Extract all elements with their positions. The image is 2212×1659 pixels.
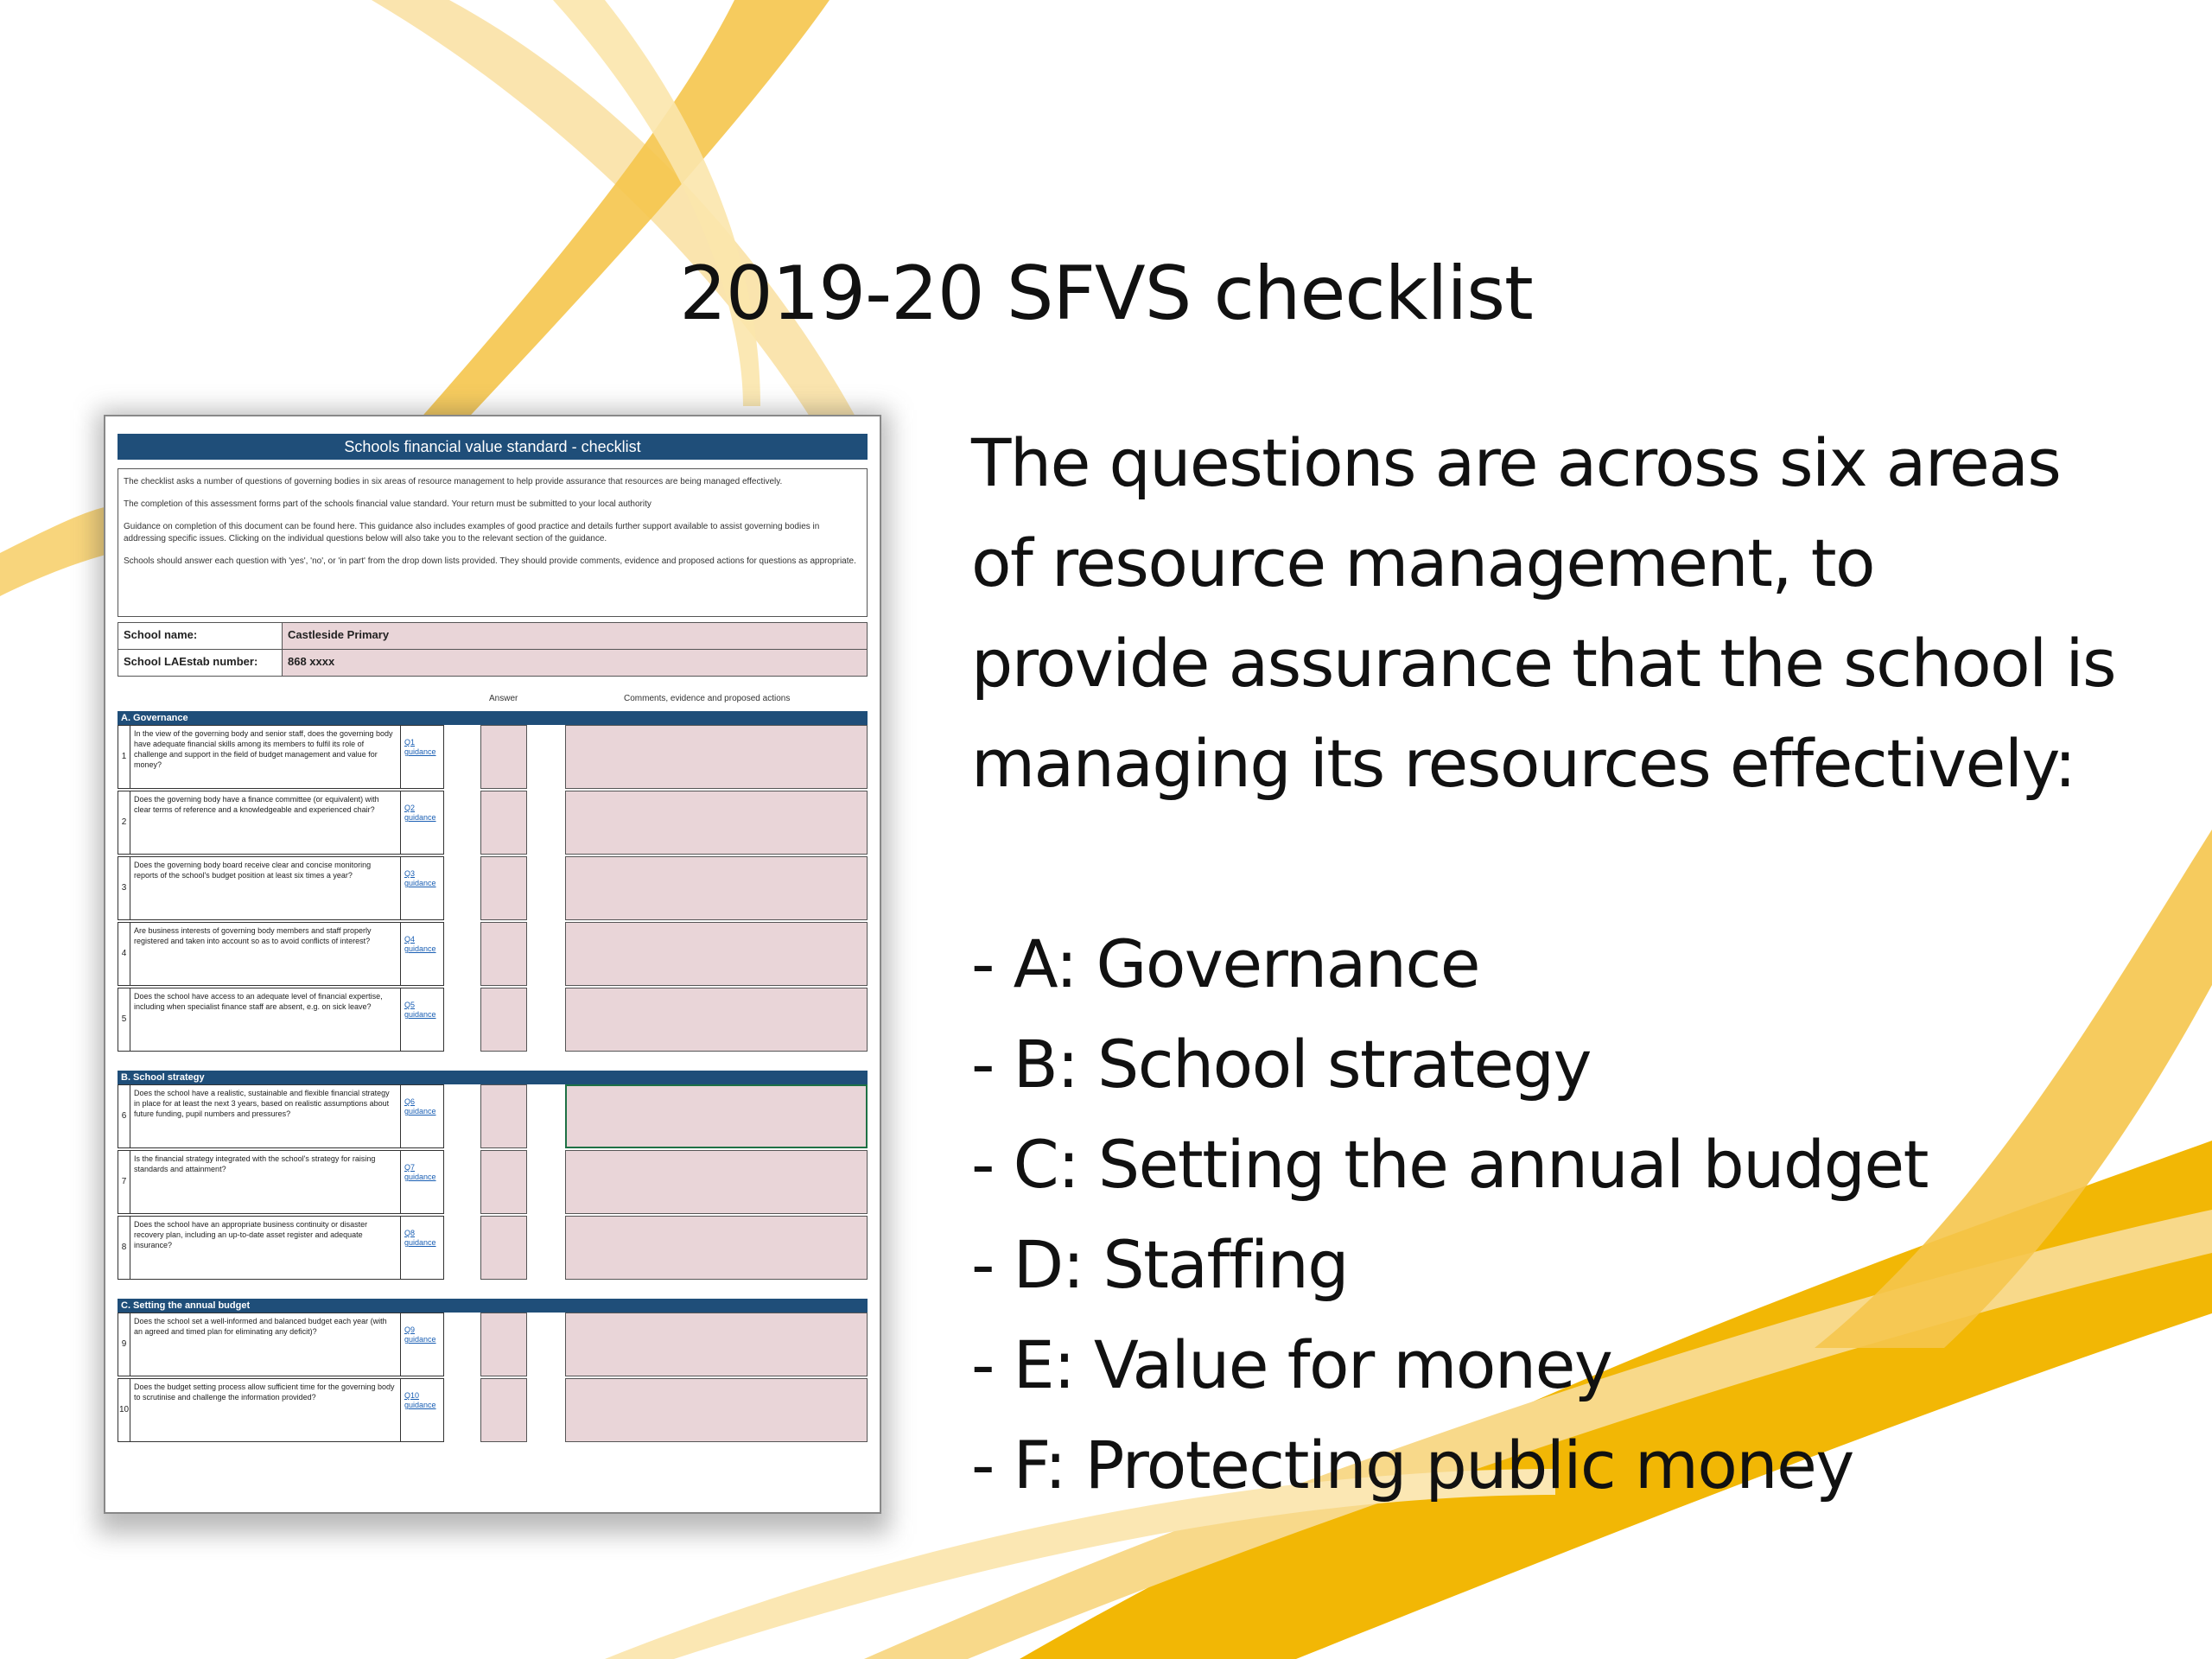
answer-dropdown[interactable] [480,1378,527,1442]
intro-line: of resource management, to [971,524,1875,601]
answer-dropdown[interactable] [480,1216,527,1280]
section-header: C. Setting the annual budget [118,1299,868,1313]
question-row [118,856,868,922]
intro-paragraph: Schools should answer each question with 'yes', 'no', or 'in part' from the drop down lists provided. They should provide comments, evidence and proposed actions for questions as appropriate. [124,556,856,566]
comments-field[interactable] [565,725,868,789]
comments-field[interactable] [565,791,868,855]
area-item-governance: - A: Governance [971,925,1479,1002]
question-row [118,1084,868,1150]
question-number: 2 [118,791,130,854]
question-cell [118,1084,444,1148]
checklist-sections [118,711,868,1444]
comments-field[interactable] [565,1084,868,1148]
guidance-link[interactable]: Q4 guidance [400,923,445,985]
checklist-sheet [118,434,868,1444]
answer-dropdown[interactable] [480,1084,527,1148]
question-row [118,1378,868,1444]
question-number: 9 [118,1313,130,1376]
area-item-school-strategy: - B: School strategy [971,1026,1591,1103]
school-laestab-field[interactable]: 868 xxxx [283,650,867,676]
guidance-link[interactable]: Q3 guidance [400,857,445,919]
question-row [118,1313,868,1378]
answer-dropdown[interactable] [480,1313,527,1376]
answer-dropdown[interactable] [480,725,527,789]
question-text: Does the school set a well-informed and balanced budget each year (with an agreed and timed plan for eliminating any deficit)? [134,1317,387,1336]
question-row [118,1150,868,1216]
guidance-link[interactable]: Q2 guidance [400,791,445,854]
comments-field[interactable] [565,1313,868,1376]
question-cell [118,791,444,855]
guidance-link[interactable]: Q1 guidance [400,726,445,788]
comments-field[interactable] [565,1378,868,1442]
intro-line: managing its resources effectively: [971,725,2075,802]
question-cell [118,922,444,986]
checklist-screenshot [104,415,881,1514]
question-text: In the view of the governing body and senior staff, does the governing body have adequate financial skills among its members to fulfil its role of challenge and support in the field of budget management and value for money? [134,729,393,769]
answer-dropdown[interactable] [480,856,527,920]
guidance-link[interactable]: Q8 guidance [400,1217,445,1279]
question-row [118,725,868,791]
question-row [118,922,868,988]
school-laestab-label: School LAEstab number: [118,650,283,676]
intro-paragraph: The completion of this assessment forms part of the schools financial value standard. Your return must be submitted to your local authority [124,499,652,509]
question-text: Does the school have a realistic, sustainable and flexible financial strategy in place for at least the next 3 years, based on realistic assumptions about future funding, pupil numbers and pressures? [134,1089,390,1118]
section-header: B. School strategy [118,1071,868,1084]
answer-dropdown[interactable] [480,988,527,1052]
question-number: 7 [118,1151,130,1213]
question-text: Does the budget setting process allow sufficient time for the governing body to scrutinise and challenge the information provided? [134,1382,395,1402]
question-row [118,1216,868,1281]
question-text: Does the school have an appropriate business continuity or disaster recovery plan, including an up-to-date asset register and adequate insurance? [134,1220,368,1249]
question-cell [118,988,444,1052]
question-cell [118,725,444,789]
guidance-link[interactable]: Q5 guidance [400,988,445,1051]
school-laestab-row [118,650,868,677]
area-item-value-for-money: - E: Value for money [971,1326,1612,1403]
question-number: 4 [118,923,130,985]
slide-title: 2019-20 SFVS checklist [679,251,1533,337]
question-cell [118,1216,444,1280]
section-header: A. Governance [118,711,868,725]
intro-line: The questions are across six areas [971,424,2061,501]
question-number: 3 [118,857,130,919]
ribbon-left [0,505,112,596]
school-name-label: School name: [118,623,283,649]
question-number: 5 [118,988,130,1051]
question-number: 8 [118,1217,130,1279]
area-item-annual-budget: - C: Setting the annual budget [971,1126,1928,1203]
question-number: 6 [118,1085,130,1147]
answer-dropdown[interactable] [480,922,527,986]
comments-field[interactable] [565,988,868,1052]
question-number: 1 [118,726,130,788]
guidance-link[interactable]: Q10 guidance [400,1379,445,1441]
column-headers [118,687,868,709]
answer-column-header: Answer [489,694,518,703]
question-row [118,988,868,1053]
comments-field[interactable] [565,1216,868,1280]
question-cell [118,1378,444,1442]
slide-body [971,413,2198,1516]
area-item-public-money: - F: Protecting public money [971,1427,1853,1503]
question-text: Does the governing body board receive clear and concise monitoring reports of the school's budget position at least six times a year? [134,861,372,880]
intro-line: provide assurance that the school is [971,625,2116,702]
answer-dropdown[interactable] [480,1150,527,1214]
guidance-link[interactable]: Q6 guidance [400,1085,445,1147]
question-text: Does the school have access to an adequate level of financial expertise, including when specialist finance staff are absent, e.g. on sick leave? [134,992,383,1011]
areas-list [971,914,2198,1516]
guidance-link[interactable]: Q7 guidance [400,1151,445,1213]
question-cell [118,1313,444,1376]
section-gap [118,1053,868,1069]
guidance-link[interactable]: Q9 guidance [400,1313,445,1376]
checklist-banner: Schools financial value standard - checklist [118,434,868,460]
section-gap [118,1281,868,1297]
answer-dropdown[interactable] [480,791,527,855]
question-number: 10 [118,1379,130,1441]
comments-field[interactable] [565,1150,868,1214]
question-text: Are business interests of governing body members and staff properly registered and taken into account so as to avoid conflicts of interest? [134,926,372,945]
comments-column-header: Comments, evidence and proposed actions [624,694,791,703]
comments-field[interactable] [565,922,868,986]
intro-paragraph: Guidance on completion of this document can be found here. This guidance also includes examples of good practice and details further support available to assist governing bodies in addressing specific issues. Clicking on the individual questions below will also take you to the relevant section of the guidance. [124,522,820,543]
area-item-staffing: - D: Staffing [971,1226,1349,1303]
school-name-row [118,622,868,650]
school-name-field[interactable]: Castleside Primary [283,623,867,649]
question-cell [118,1150,444,1214]
question-text: Does the governing body have a finance committee (or equivalent) with clear terms of reference and a knowledgeable and experienced chair? [134,795,379,814]
question-cell [118,856,444,920]
question-row [118,791,868,856]
comments-field[interactable] [565,856,868,920]
checklist-intro [118,468,868,617]
intro-paragraph: The checklist asks a number of questions of governing bodies in six areas of resource management to help provide assurance that resources are being managed effectively. [124,477,783,486]
question-text: Is the financial strategy integrated with the school's strategy for raising standards and attainment? [134,1154,376,1173]
